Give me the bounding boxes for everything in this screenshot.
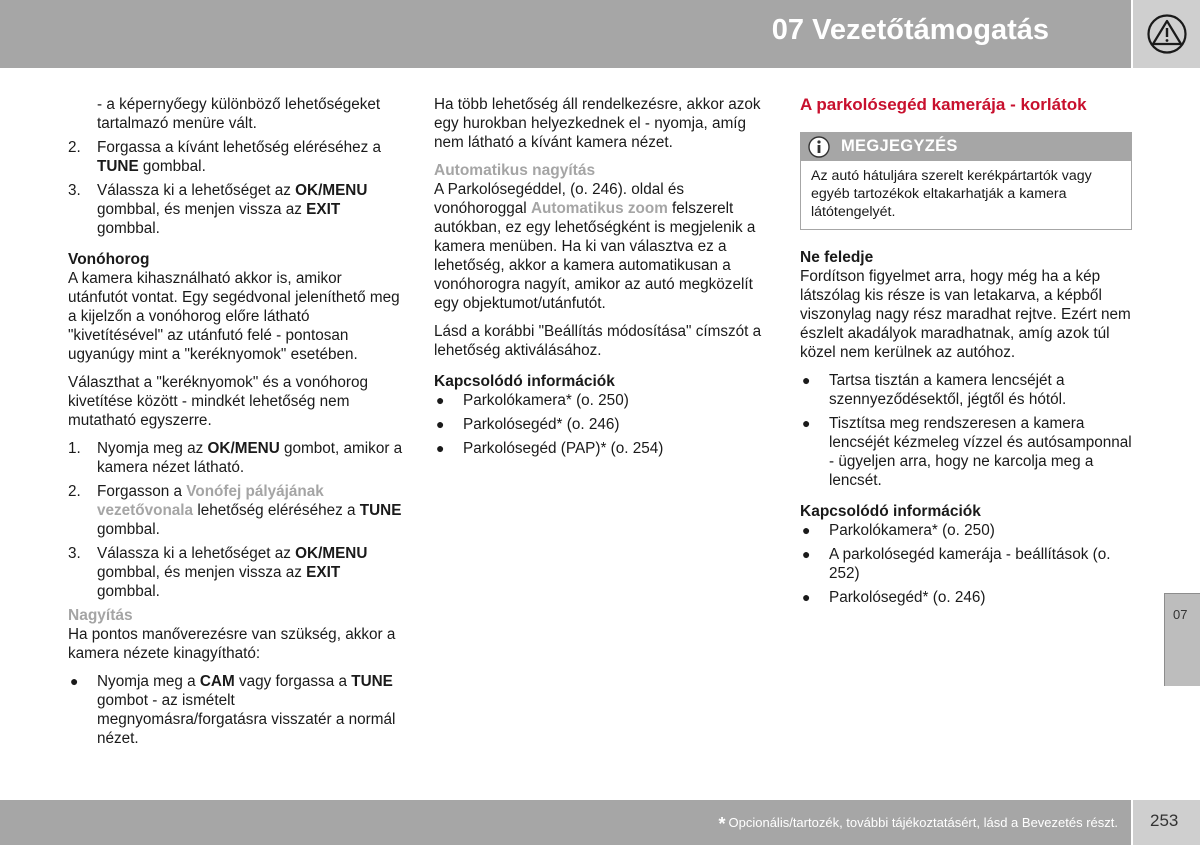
item-text: gombbal, és menjen vissza az	[97, 564, 307, 581]
related-heading: Kapcsolódó információk	[434, 373, 615, 390]
item-number: 3.	[68, 545, 81, 562]
note-text: Az autó hátuljára szerelt kerékpártartók vagy egyéb tartozékok eltakarhatják a kamera látótengelyét.	[811, 168, 1092, 220]
list-item	[68, 439, 403, 477]
note-box	[800, 132, 1132, 230]
control-name: OK/MENU	[295, 182, 368, 199]
bullet-icon: ●	[802, 589, 811, 605]
link-text[interactable]: A parkolósegéd kamerája - beállítások (o. 252)	[829, 546, 1111, 582]
column-1	[68, 95, 403, 753]
link-text[interactable]: Parkolósegéd* (o. 246)	[829, 589, 986, 606]
control-name: TUNE	[97, 158, 139, 175]
footer-bar	[0, 800, 1131, 845]
bullet-icon: ●	[70, 673, 79, 689]
control-name: TUNE	[351, 673, 393, 690]
bullet-icon: ●	[802, 415, 811, 431]
chapter-title: 07 Vezetőtámogatás	[771, 14, 1049, 46]
list-item	[68, 181, 403, 238]
chapter-tab[interactable]	[1164, 593, 1200, 686]
related-link[interactable]	[434, 415, 774, 434]
paragraph-text: felszerelt autókban, ez egy lehetőségként is megjelenik a kamera menüben. Ha ki van választva ez a lehetőség, akkor a kamera automatikusan a vonóhorogra nagyít, amikor az autó megközelít egy objektumot/utánfutót.	[434, 200, 756, 312]
item-text: Forgasson a	[97, 483, 187, 500]
section-title: A parkolósegéd kamerája - korlátok	[800, 95, 1087, 114]
bullet-icon: ●	[802, 522, 811, 538]
related-link[interactable]	[800, 588, 1132, 607]
item-text: gombbal.	[138, 158, 206, 175]
link-text[interactable]: Parkolósegéd* (o. 246)	[463, 416, 620, 433]
item-text: Tartsa tisztán a kamera lencséjét a szennyeződésektől, jégtől és hótól.	[829, 372, 1067, 408]
tow-paragraph-1: A kamera kihasználható akkor is, amikor utánfutót vontat. Egy segédvonal jeleníthető meg a kijelzőn a vonóhorog előre látható "kivetítésével" az utánfutó felé - pontosan ugyanúgy mint a "keréknyomok" esetében.	[68, 270, 400, 363]
item-number: 3.	[68, 182, 81, 199]
loop-paragraph: Ha több lehetőség áll rendelkezésre, akkor azok egy hurokban helyezkednek el - nyomja, amíg nem látható a kívánt kamera nézet.	[434, 96, 761, 151]
settings-paragraph: Lásd a korábbi "Beállítás módosítása" címszót a lehetőség aktiválásához.	[434, 323, 762, 359]
item-text: Tisztítsa meg rendszeresen a kamera lencséjét kézmeleg vízzel és autósamponnal - ügyeljen arra, hogy ne karcolja meg a lencsét.	[829, 415, 1132, 489]
footer-note-text: Opcionális/tartozék, további tájékoztatásért, lásd a Bevezetés részt.	[728, 815, 1118, 830]
bullet-icon: ●	[436, 416, 445, 432]
bullet-item	[800, 371, 1132, 409]
control-name: OK/MENU	[295, 545, 368, 562]
footer-note	[719, 814, 1119, 835]
item-text: gombbal.	[97, 220, 160, 237]
tow-heading: Vonóhorog	[68, 251, 150, 268]
item-text: gombbal.	[97, 521, 160, 538]
list-item	[68, 138, 403, 176]
warning-triangle-icon	[1145, 14, 1189, 54]
item-text: Válassza ki a lehetőséget az	[97, 182, 296, 199]
link-text[interactable]: Parkolósegéd (PAP)* (o. 254)	[463, 440, 664, 457]
link-text[interactable]: Parkolókamera* (o. 250)	[463, 392, 629, 409]
item-text: lehetőség eléréséhez a	[193, 502, 360, 519]
link-text[interactable]: Parkolókamera* (o. 250)	[829, 522, 995, 539]
item-text: gombbal, és menjen vissza az	[97, 201, 307, 218]
tow-paragraph-2: Választhat a "keréknyomok" és a vonóhorog kivetítése között - mindkét lehetőség nem mutatható egyszerre.	[68, 374, 368, 429]
zoom-heading: Nagyítás	[68, 607, 133, 624]
item-text: vagy forgassa a	[234, 673, 352, 690]
item-text: Nyomja meg a	[97, 673, 200, 690]
bullet-icon: ●	[802, 546, 811, 562]
item-text: Nyomja meg az	[97, 440, 208, 457]
info-icon	[808, 136, 830, 158]
bullet-icon: ●	[802, 372, 811, 388]
related-link[interactable]	[434, 439, 774, 458]
related-link[interactable]	[434, 391, 774, 410]
related-link[interactable]	[800, 521, 1132, 540]
page-number-box	[1133, 800, 1200, 845]
item-text: Válassza ki a lehetőséget az	[97, 545, 296, 562]
related-heading: Kapcsolódó információk	[800, 503, 981, 520]
related-link[interactable]	[800, 545, 1132, 583]
menu-option-name: Vonófej pályájának vezetővonala	[97, 483, 324, 519]
remember-heading: Ne feledje	[800, 249, 874, 266]
bullet-item	[68, 672, 403, 748]
zoom-paragraph: Ha pontos manőverezésre van szükség, akkor a kamera nézete kinagyítható:	[68, 626, 396, 662]
list-item	[68, 482, 403, 539]
column-2	[434, 95, 774, 463]
item-text: gombot - az ismételt megnyomásra/forgatásra visszatér a normál nézet.	[97, 692, 396, 747]
control-name: CAM	[199, 673, 235, 690]
note-header	[801, 133, 1131, 161]
bullet-item	[800, 414, 1132, 490]
item-number: 2.	[68, 483, 81, 500]
control-name: EXIT	[306, 564, 341, 581]
header-bar	[0, 0, 1131, 68]
bullet-icon: ●	[436, 440, 445, 456]
item-text: Forgassa a kívánt lehetőség eléréséhez a	[97, 139, 382, 156]
item-number: 1.	[68, 440, 81, 457]
note-label: MEGJEGYZÉS	[841, 137, 958, 155]
header-icon-box	[1133, 0, 1200, 68]
intro-text: - a képernyőegy különböző lehetőségeket tartalmazó menüre vált.	[97, 96, 381, 132]
bullet-icon: ●	[436, 392, 445, 408]
control-name: OK/MENU	[207, 440, 280, 457]
item-number: 2.	[68, 139, 81, 156]
asterisk: *	[718, 814, 726, 834]
list-item	[68, 544, 403, 601]
chapter-number: 07	[1173, 607, 1188, 622]
item-text: gombbal.	[97, 583, 160, 600]
auto-zoom-heading: Automatikus nagyítás	[434, 162, 596, 179]
page-number: 253	[1150, 811, 1179, 830]
control-name: TUNE	[359, 502, 402, 519]
item-text: gombot, amikor a kamera nézet látható.	[97, 440, 403, 476]
auto-zoom-paragraph	[434, 180, 774, 313]
column-3	[800, 95, 1132, 612]
menu-option-name: Automatikus zoom	[530, 200, 668, 217]
control-name: EXIT	[306, 201, 341, 218]
remember-paragraph: Fordítson figyelmet arra, hogy még ha a kép látszólag kis része is van letakarva, a képből viszonylag nagy rész maradhat rejtve. Ezért nem észlelt akadályok maradhatnak, amíg azok túl közel nem kerülnek az autóhoz.	[800, 268, 1131, 361]
paragraph-text: A Parkolósegéddel, (o. 246). oldal és vonóhoroggal	[434, 181, 685, 217]
